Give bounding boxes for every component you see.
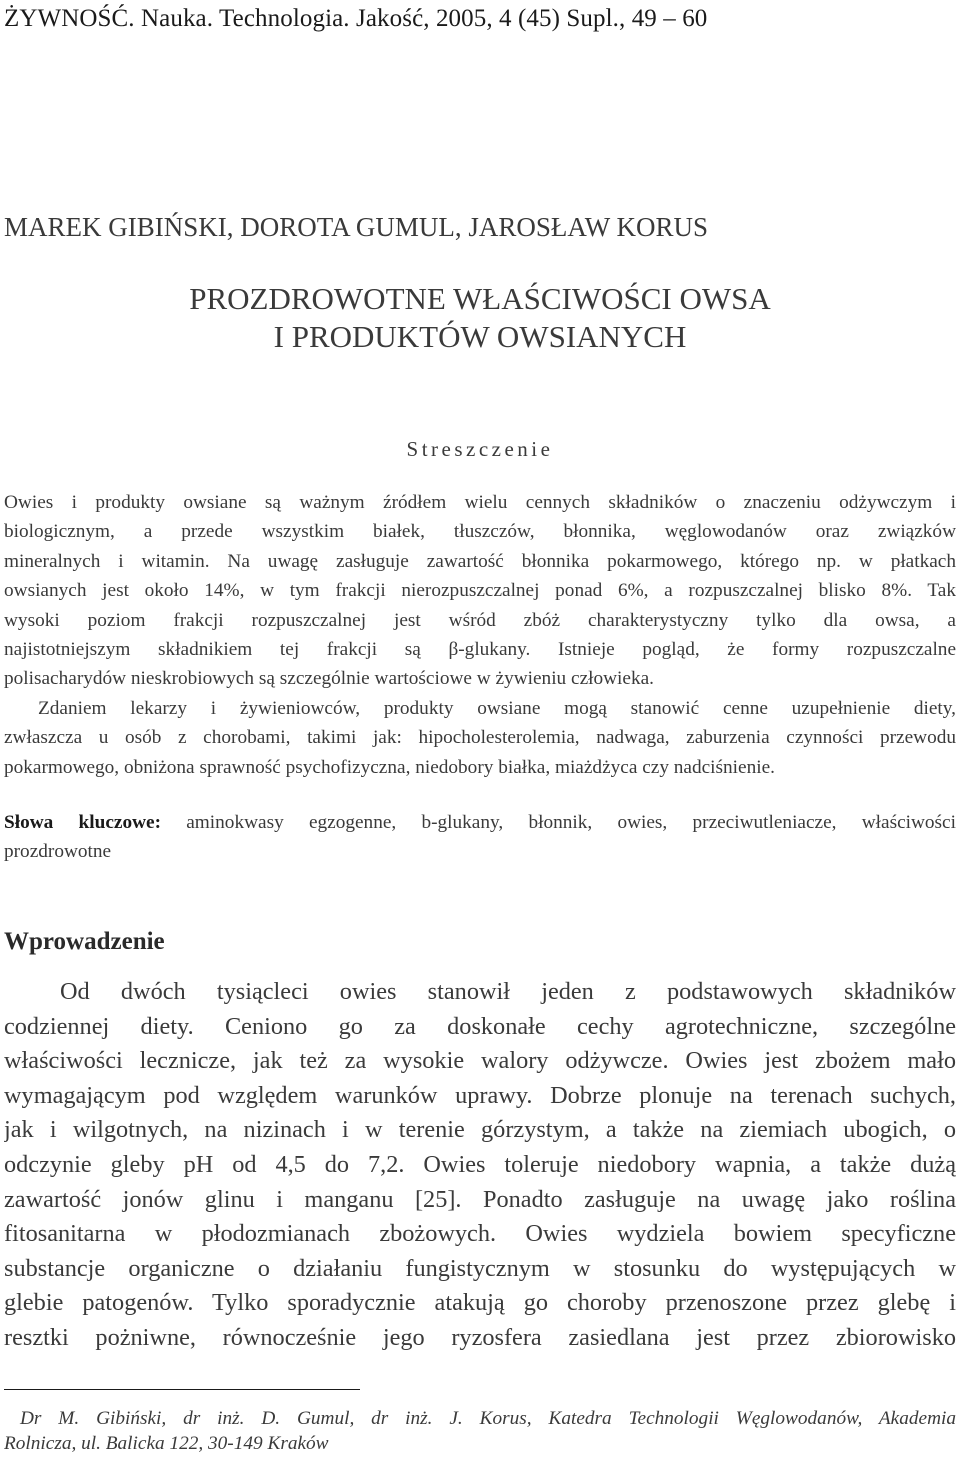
introduction-line: Od dwóch tysiącleci owies stanowił jeden z podstawowych składników <box>60 978 956 1005</box>
abstract-line: najistotniejszym składnikiem tej frakcji są β-glukany. Istnieje pogląd, że formy rozpuszczalne <box>4 638 956 660</box>
introduction-body <box>4 975 956 1356</box>
abstract-line: owsianych jest około 14%, w tym frakcji nierozpuszczalnej ponad 6%, a rozpuszczalnej blisko 8%. Tak <box>4 580 956 602</box>
journal-header: ŻYWNOŚĆ. Nauka. Technologia. Jakość, 2005, 4 (45) Supl., 49 – 60 <box>4 5 708 32</box>
abstract-line: zwłaszcza u osób z chorobami, takimi jak: hipocholesterolemia, nadwaga, zaburzenia czynności przewodu <box>4 727 956 749</box>
article-title <box>0 280 960 356</box>
introduction-line: fitosanitarna w płodozmianach zbożowych. Owies wydziela bowiem specyficzne <box>4 1220 956 1248</box>
article-authors: MAREK GIBIŃSKI, DOROTA GUMUL, JAROSŁAW KORUS <box>4 212 708 242</box>
article-title-line-1: PROZDROWOTNE WŁAŚCIWOŚCI OWSA <box>189 281 771 316</box>
introduction-line: zawartość jonów glinu i manganu [25]. Ponadto zasługuje na uwagę jako roślina <box>4 1185 956 1213</box>
abstract-line: Owies i produkty owsiane są ważnym źródłem wielu cennych składników o znaczeniu odżywczym i <box>4 492 956 513</box>
section-heading-introduction: Wprowadzenie <box>4 928 165 955</box>
keywords-line-continued: prozdrowotne <box>4 841 112 863</box>
keywords-list: aminokwasy egzogenne, b-glukany, błonnik, owies, przeciwutleniacze, właściwości <box>186 812 956 833</box>
footnote-line: Rolnicza, ul. Balicka 122, 30-149 Kraków <box>4 1433 329 1454</box>
abstract-line: mineralnych i witamin. Na uwagę zasługuje zawartość błonnika pokarmowego, którego np. w płatkach <box>4 550 956 572</box>
introduction-line: odczynie gleby pH od 4,5 do 7,2. Owies toleruje niedobory wapnia, a także dużą <box>4 1150 956 1178</box>
introduction-line: glebie patogenów. Tylko sporadycznie atakują go choroby przenoszone przez glebę i <box>4 1289 956 1317</box>
introduction-line: wymagającym pod względem warunków uprawy. Dobrze plonuje na terenach suchych, <box>4 1081 956 1109</box>
introduction-line: jak i wilgotnych, na nizinach i w terenie górzystym, a także na ziemiach ubogich, o <box>4 1116 956 1144</box>
introduction-line: właściwości lecznicze, jak też za wysokie walory odżywcze. Owies jest zbożem mało <box>4 1047 956 1075</box>
abstract-heading: Streszczenie <box>406 437 554 461</box>
abstract-line: polisacharydów nieskrobiowych są szczególnie wartościowe w żywieniu człowieka. <box>4 668 654 690</box>
introduction-line: resztki pożniwne, równocześnie jego ryzosfera zasiedlana jest przez zbiorowisko <box>4 1323 956 1351</box>
keywords-line <box>4 808 956 837</box>
keywords-label: Słowa kluczowe: <box>4 812 161 833</box>
abstract-line: biologicznym, a przede wszystkim białek, tłuszczów, błonnika, węglowodanów oraz związków <box>4 521 956 543</box>
abstract-line: wysoki poziom frakcji rozpuszczalnej jest wśród zbóż charakterystyczny tylko dla owsa, a <box>4 609 956 631</box>
abstract-line: Zdaniem lekarzy i żywieniowców, produkty owsiane mogą stanowić cenne uzupełnienie diety, <box>38 697 956 719</box>
footnote-line: Dr M. Gibiński, dr inż. D. Gumul, dr inż. J. Korus, Katedra Technologii Węglowodanów, Akademia <box>20 1408 956 1429</box>
footnote-divider <box>4 1389 360 1390</box>
introduction-line: codziennej diety. Ceniono go za doskonałe cechy agrotechniczne, szczególne <box>4 1012 956 1040</box>
author-affiliation-footnote <box>4 1406 956 1456</box>
introduction-line: substancje organiczne o działaniu fungistycznym w stosunku do występujących w <box>4 1254 956 1282</box>
article-title-line-2: I PRODUKTÓW OWSIANYCH <box>273 319 687 354</box>
keywords-block <box>4 808 956 867</box>
abstract-body <box>4 488 956 782</box>
abstract-line: pokarmowego, obniżona sprawność psychofizyczna, niedobory białka, miażdżyca czy nadciśnienie. <box>4 756 775 778</box>
